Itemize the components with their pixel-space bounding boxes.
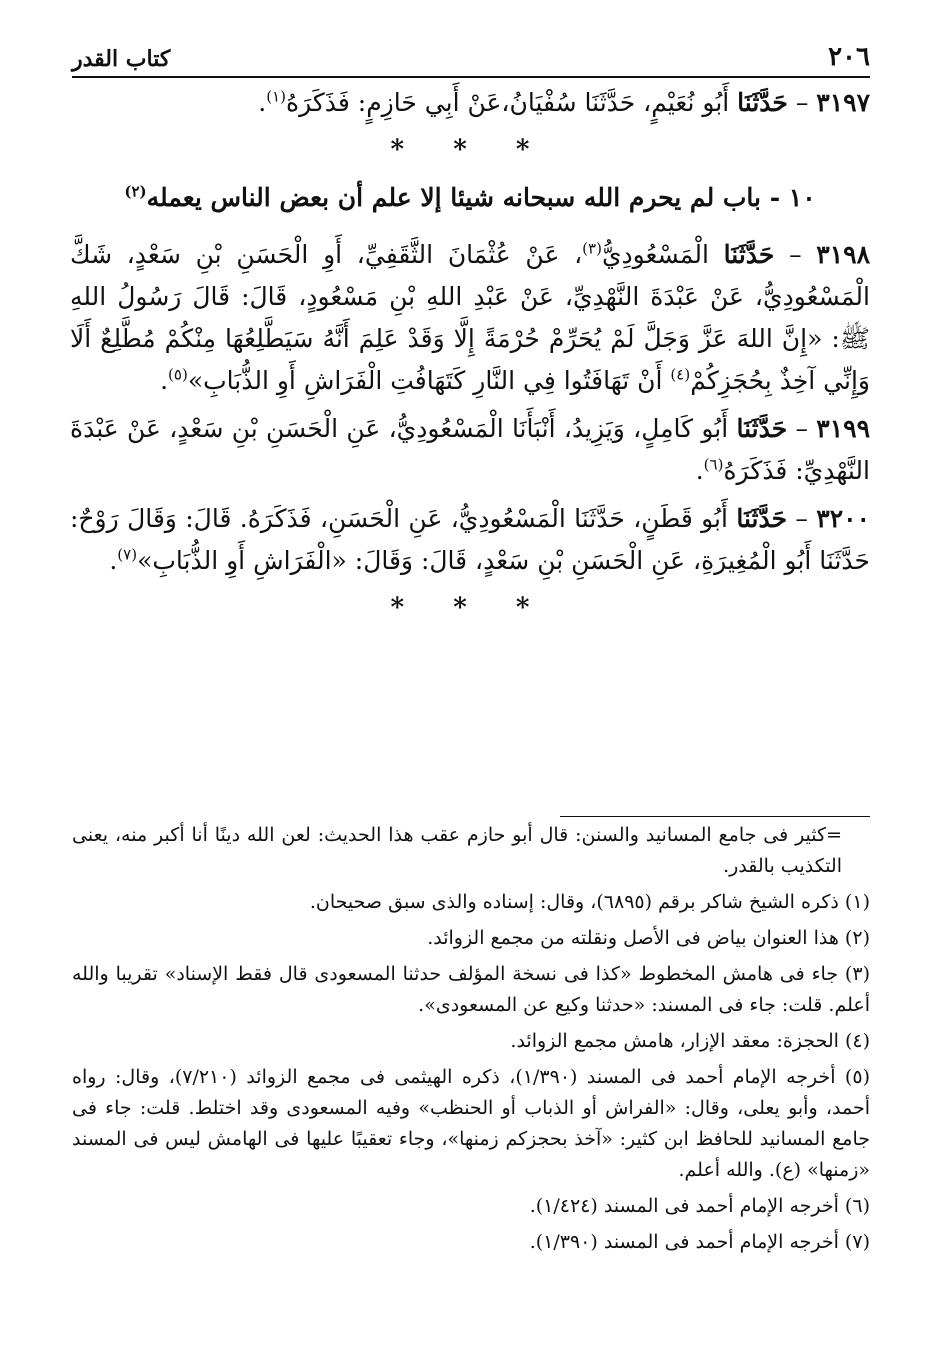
footnote-6: (٦) أخرجه الإمام أحمد فى المسند (١/٤٢٤).: [529, 1195, 870, 1217]
running-title: كتاب القدر: [72, 46, 171, 72]
footnote-ref: (١): [266, 87, 286, 106]
footnote-ref: (٦): [703, 455, 724, 474]
footnote-1: (١) ذكره الشيخ شاكر برقم (٦٨٩٥)، وقال: إسناده والذى سبق صحيحان.: [309, 891, 870, 913]
footnote-ref: (٤): [670, 365, 691, 384]
footnote-ref: (٢): [124, 182, 147, 201]
hadith-3197: ٣١٩٧ – حَدَّثَنَا أَبُو نُعَيْمٍ، حَدَّثَنَا سُفْيَانُ،عَنْ أَبِي حَازِمٍ: فَذَكَرَهُ$^{(١)}$.: [258, 87, 870, 117]
section-separator: * * *: [390, 135, 550, 165]
page-number: ٢٠٦: [828, 42, 870, 72]
footnote-divider: [560, 816, 870, 817]
chapter-heading: ١٠ - باب لم يحرم الله سبحانه شيئا إلا علم أن بعض الناس يعمله$^{(٢)}$: [124, 182, 816, 212]
footnote-ref: (٥): [168, 365, 188, 384]
section-separator: * * *: [390, 593, 550, 623]
footnote-7: (٧) أخرجه الإمام أحمد فى المسند (١/٣٩٠).: [529, 1231, 870, 1253]
footnotes: [72, 820, 870, 1263]
page-header: [72, 38, 870, 78]
hadith-3199: ٣١٩٩ – حَدَّثَنَا أَبُو كَامِلٍ، وَيَزِيدُ، أَنْبَأَنَا الْمَسْعُودِيُّ، عَنِ الْحَسَنِ بْنِ سَعْدٍ، عَنْ عَبْدَةَ النَّهْدِيِّ: فَذَكَرَهُ$^{(٦)}$.: [70, 414, 870, 485]
hadith-3198: ٣١٩٨ – حَدَّثَنَا الْمَسْعُودِيُّ$^{(٣)}$، عَنْ عُثْمَانَ الثَّقَفِيِّ، أَوِ الْحَسَنِ بْنِ سَعْدٍ، شَكَّ الْمَسْعُودِيُّ، عَنْ عَبْدَةَ النَّهْدِيِّ، عَنْ عَبْدِ اللهِ بْنِ مَسْعُودٍ، قَالَ: قَالَ رَسُولُ اللهِ ﷺ: «إِنَّ اللهَ عَزَّ وَجَلَّ لَمْ يُحَرِّمْ حُرْمَةً إِلَّا وَقَدْ عَلِمَ أَنَّهُ سَيَطَّلِعُهَا مِنْكُمْ مُطَّلِعٌ أَلَا وَإِنِّي آخِذٌ بِحُجَزِكُمْ$^{(٤)}$ أَنْ تَهَافَتُوا فِي النَّارِ كَتَهَافُتِ الْفَرَاشِ أَوِ الذُّبَابِ»$^{(٥)}$.: [70, 239, 870, 395]
footnote-4: (٤) الحجزة: معقد الإزار، هامش مجمع الزوائد.: [510, 1030, 870, 1052]
main-text: [70, 82, 870, 636]
footnote-2: (٢) هذا العنوان بياض فى الأصل ونقلته من مجمع الزوائد.: [427, 927, 870, 949]
footnote-ref: (٧): [117, 545, 138, 564]
footnote-continuation: =كثير فى جامع المسانيد والسنن: قال أبو حازم عقب هذا الحديث: لعن الله دينًا أنا أكبر منه، يعنى التكذيب بالقدر.: [72, 824, 842, 877]
hadith-3200: ٣٢٠٠ – حَدَّثَنَا أَبُو قَطَنٍ، حَدَّثَنَا الْمَسْعُودِيُّ، عَنِ الْحَسَنِ، فَذَكَرَهُ. قَالَ: وَقَالَ رَوْحٌ: حَدَّثَنَا أَبُو الْمُغِيرَةِ، عَنِ الْحَسَنِ بْنِ سَعْدٍ، قَالَ: وَقَالَ: «الْفَرَاشِ أَوِ الذُّبَابِ»$^{(٧)}$.: [70, 504, 870, 575]
footnote-3: (٣) جاء فى هامش المخطوط «كذا فى نسخة المؤلف حدثنا المسعودى قال فقط الإسناد» تقريبا والله أعلم. قلت: جاء فى المسند: «حدثنا وكيع عن المسعودى».: [72, 963, 870, 1016]
footnote-5: (٥) أخرجه الإمام أحمد فى المسند (١/٣٩٠)، ذكره الهيثمى فى مجمع الزوائد (٧/٢١٠)، وقال: رواه أحمد، وأبو يعلى، وقال: «الفراش أو الذباب أو الحنظب» وفيه المسعودى وقد اختلط. قلت: جاء فى جامع المسانيد للحافظ ابن كثير: «آخذ بحجزكم زمنها»، وجاء تعقيبًا عليها فى الهامش ليس فى المسند «زمنها» (ع). والله أعلم.: [72, 1066, 870, 1181]
footnote-ref: (٣): [582, 239, 602, 258]
